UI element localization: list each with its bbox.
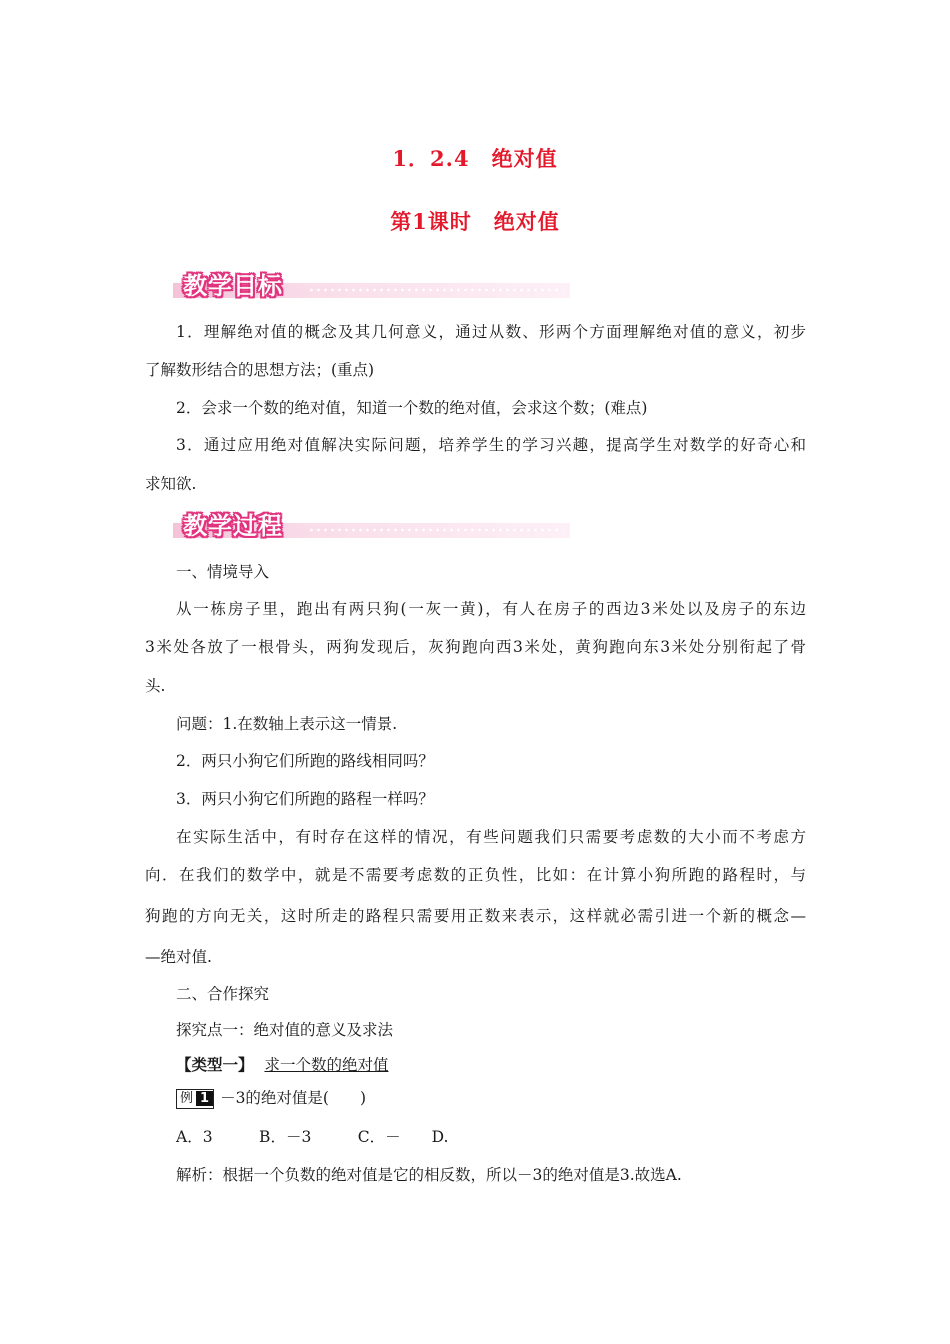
- objective-line-4: 3．通过应用绝对值解决实际问题，培养学生的学习兴趣，提高学生对数学的好奇心和: [176, 436, 806, 454]
- header-dots: [308, 288, 563, 292]
- question-1: 问题：1.在数轴上表示这一情景.: [176, 715, 398, 733]
- paragraph-line-3: 狗跑的方向无关，这时所走的路程只需要用正数来表示，这样就必需引进一个新的概念—: [145, 907, 806, 925]
- lesson-subtitle: 第1课时 绝对值: [390, 209, 560, 234]
- example-badge: [176, 1089, 214, 1109]
- section-label: 教学目标: [183, 272, 283, 300]
- page-title: 1．2.4 绝对值: [392, 146, 558, 171]
- example-badge-number: 1: [196, 1091, 213, 1106]
- example-line: [176, 1087, 366, 1109]
- example-question: －3的绝对值是( ): [220, 1089, 367, 1107]
- example-options: A．3 B．－3 C．－ D.: [176, 1128, 449, 1146]
- section-label: 教学过程: [183, 512, 283, 540]
- story-line-2: 3米处各放了一根骨头，两狗发现后，灰狗跑向西3米处，黄狗跑向东3米处分别衔起了骨: [145, 638, 806, 656]
- question-3: 3．两只小狗它们所跑的路程一样吗？: [176, 790, 434, 808]
- section-header-objectives: [173, 270, 570, 300]
- section-header-process: [173, 510, 570, 540]
- part2-heading: 二、合作探究: [176, 985, 270, 1003]
- objective-line-3: 2．会求一个数的绝对值，知道一个数的绝对值，会求这个数；(难点): [176, 399, 648, 417]
- example-analysis: 解析：根据一个负数的绝对值是它的相反数，所以－3的绝对值是3.故选A.: [176, 1166, 682, 1184]
- story-line-1: 从一栋房子里，跑出有两只狗(一灰一黄)，有人在房子的西边3米处以及房子的东边: [176, 600, 806, 618]
- paragraph-line-2: 向．在我们的数学中，就是不需要考虑数的正负性，比如：在计算小狗所跑的路程时，与: [145, 866, 806, 884]
- type-line: [176, 1054, 388, 1076]
- objective-line-1: 1．理解绝对值的概念及其几何意义，通过从数、形两个方面理解绝对值的意义，初步: [176, 323, 806, 341]
- type-title: 求一个数的绝对值: [264, 1056, 389, 1074]
- paragraph-line-1: 在实际生活中，有时存在这样的情况，有些问题我们只需要考虑数的大小而不考虑方: [176, 828, 806, 846]
- story-line-3: 头.: [145, 677, 166, 695]
- explore-point-1: 探究点一：绝对值的意义及求法: [176, 1021, 394, 1039]
- paragraph-line-4: —绝对值.: [145, 948, 212, 966]
- objective-line-2: 了解数形结合的思想方法；(重点): [145, 361, 375, 379]
- example-badge-text: 例: [177, 1091, 196, 1106]
- part1-heading: 一、情境导入: [176, 563, 270, 581]
- question-2: 2．两只小狗它们所跑的路线相同吗？: [176, 752, 434, 770]
- header-dots: [308, 528, 563, 532]
- type-tag: 【类型一】: [176, 1055, 254, 1074]
- objective-line-5: 求知欲.: [145, 475, 197, 493]
